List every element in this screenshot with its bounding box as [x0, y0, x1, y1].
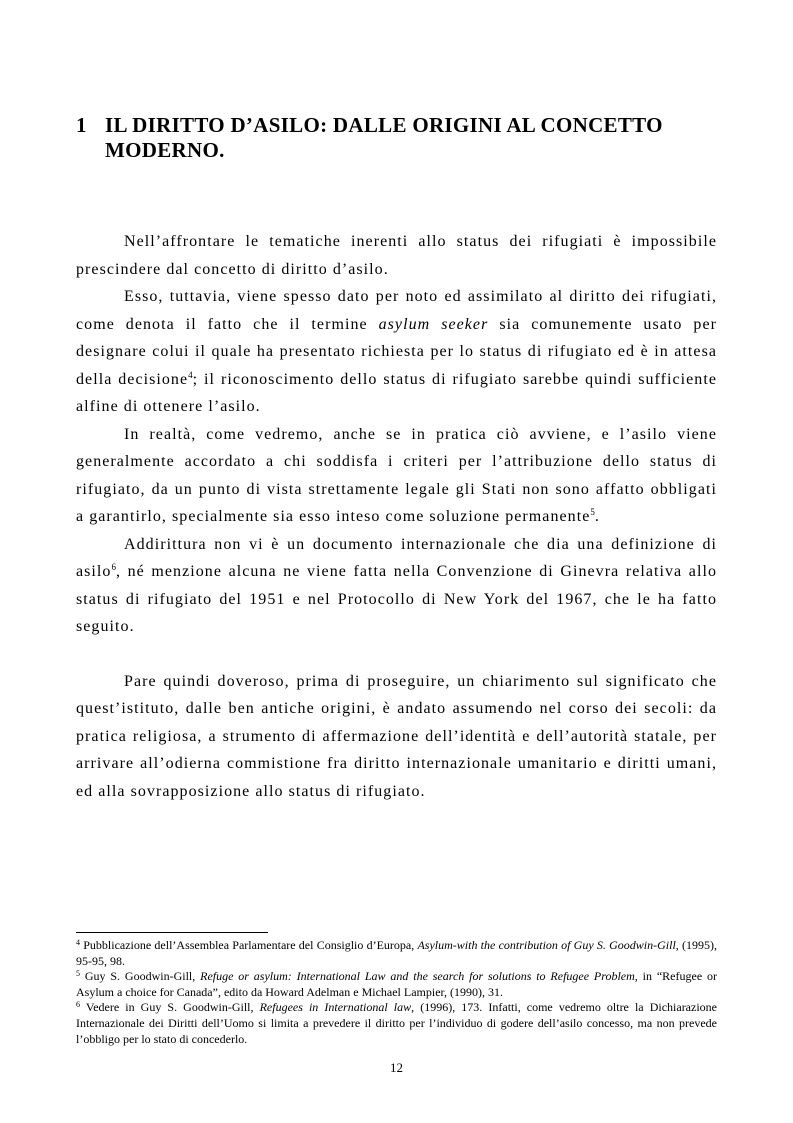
body-text: [76, 228, 717, 805]
footnote-ref-5: 5: [590, 507, 595, 517]
footnote-4: $^4$ Pubblicazione dell’Assemblea Parlamentare del Consiglio d’Europa, Asylum-with the contribution of Guy S. Goodwin-Gill, (1995), 95-95, 98.: [76, 938, 718, 968]
term-asylum-seeker: asylum seeker: [378, 315, 489, 333]
paragraph-4: Addirittura non vi è un documento internazionale che dia una definizione di asilo$^6$, né menzione alcuna ne viene fatta nella Convenzione di Ginevra relativa allo status di rifugiato del 1951 e nel Protocollo di New York del 1967, che le ha fatto seguito.: [76, 535, 717, 635]
page-number: 12: [390, 1060, 403, 1075]
paragraph-2: Esso, tuttavia, viene spesso dato per noto ed assimilato al diritto dei rifugiati, come denota il fatto che il termine asylum seeker sia comunemente usato per designare colui il quale ha presentato richiesta per lo status di rifugiato ed è in attesa della decisione$^4$; il riconoscimento dello status di rifugiato sarebbe quindi sufficiente alfine di ottenere l’asilo.: [76, 288, 717, 415]
footnote-6: $^6$ Vedere in Guy S. Goodwin-Gill, Refugees in International law, (1996), 173. Infatti, come vedremo oltre la Dichiarazione Internazionale dei Diritti dell’Uomo si limita a prevedere il diritto per l’individuo di godere dell’asilo concesso, ma non prevede l’obbligo per lo stato di concederlo.: [76, 1000, 717, 1046]
chapter-heading: [76, 113, 726, 163]
paragraph-5: Pare quindi doveroso, prima di proseguire, un chiarimento sul significato che quest’istituto, dalle ben antiche origini, è andato assumendo nel corso dei secoli: da pratica religiosa, a strumento di affermazione dell’identità e dell’autorità statale, per arrivare all’odierna commistione fra diritto internazionale umanitario e diritti umani, ed alla sovrapposizione allo status di rifugiato.: [76, 672, 717, 800]
footnote-5: $^5$ Guy S. Goodwin-Gill, Refuge or asylum: International Law and the search for solutions to Refugee Problem, in “Refugee or Asylum a choice for Canada”, edito da Howard Adelman e Michael Lampier, (1990), 31.: [76, 969, 718, 999]
footnotes: [76, 938, 717, 1047]
footnote-ref-6: 6: [111, 562, 116, 572]
paragraph-1: Nell’affrontare le tematiche inerenti allo status dei rifugiati è impossibile prescindere dal concetto di diritto d’asilo.: [76, 233, 717, 278]
chapter-number: 1: [76, 113, 87, 137]
chapter-title: IL DIRITTO D’ASILO: DALLE ORIGINI AL CONCETTO MODERNO.: [105, 113, 663, 162]
footnote-ref-4: 4: [188, 369, 193, 380]
paragraph-3: In realtà, come vedremo, anche se in pratica ciò avviene, e l’asilo viene generalmente accordato a chi soddisfa i criteri per l’attribuzione dello status di rifugiato, da un punto di vista strettamente legale gli Stati non sono affatto obbligati a garantirlo, specialmente sia esso inteso come soluzione permanente$^5$.: [76, 425, 717, 525]
footnote-separator: [76, 932, 268, 933]
